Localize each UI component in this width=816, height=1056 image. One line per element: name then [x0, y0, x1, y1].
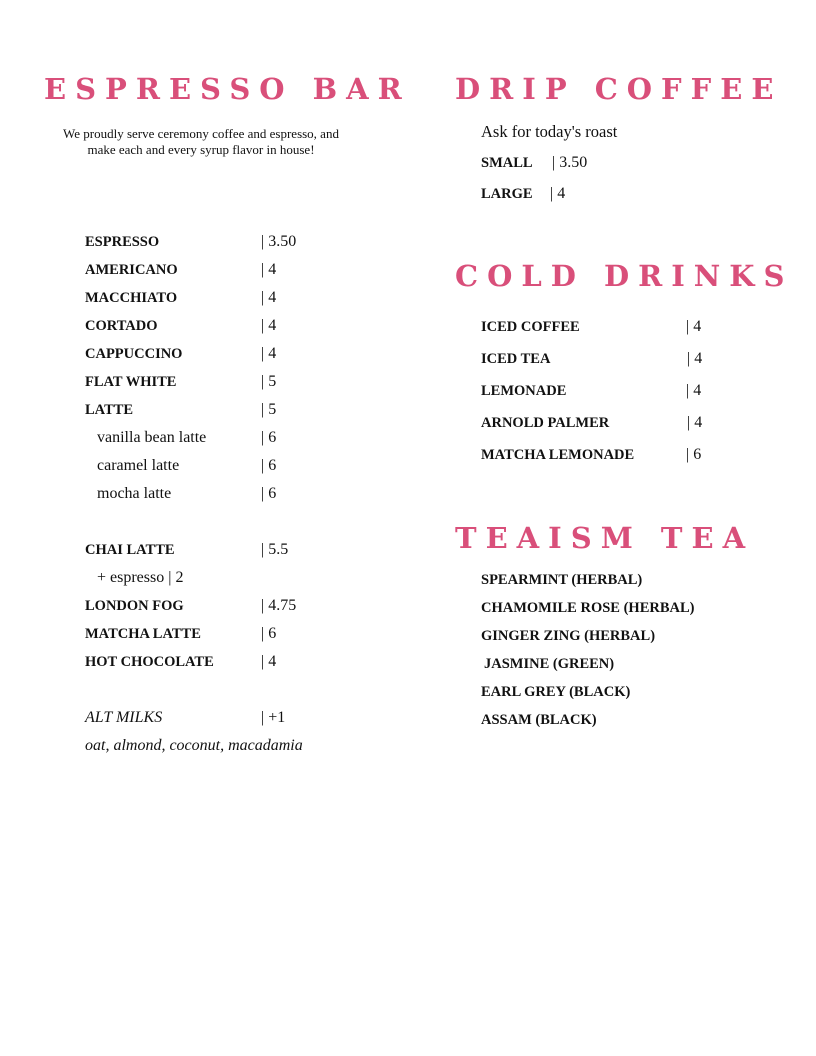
tea-item: EARL GREY (BLACK) [481, 684, 631, 700]
item-name: ALT MILKS [85, 709, 163, 726]
item-price: | +1 [261, 709, 286, 726]
item-price: | 4 [261, 261, 277, 278]
alt-milks-options [85, 736, 375, 756]
item-price: | 4 [550, 185, 566, 202]
menu-item [481, 445, 721, 465]
menu-item [85, 400, 325, 420]
menu-item [85, 652, 325, 672]
item-name: CHAI LATTE [85, 542, 175, 558]
menu-item [85, 288, 325, 308]
menu-item [85, 596, 325, 616]
drip-coffee-note: Ask for today's roast [481, 122, 618, 141]
item-name: + espresso | 2 [97, 569, 184, 586]
menu-item [85, 484, 325, 504]
menu-item [85, 540, 325, 560]
item-price: | 4 [261, 289, 277, 306]
menu-item [481, 153, 631, 173]
espresso-bar-intro: We proudly serve ceremony coffee and espresso, and make each and every syrup flavor in house! [63, 126, 339, 157]
tea-item: CHAMOMILE ROSE (HERBAL) [481, 600, 695, 616]
item-name: LONDON FOG [85, 598, 184, 614]
item-name: LARGE [481, 186, 533, 202]
item-price: | 5 [261, 373, 277, 390]
item-price: | 6 [261, 429, 277, 446]
item-price: | 5 [261, 401, 277, 418]
menu-item [481, 381, 721, 401]
item-price: | 4 [261, 317, 277, 334]
menu-item [85, 624, 325, 644]
item-name: LATTE [85, 402, 134, 418]
item-name: oat, almond, coconut, macadamia [85, 737, 303, 754]
item-name: FLAT WHITE [85, 374, 177, 390]
menu-item-addon [85, 568, 325, 588]
tea-item: JASMINE (GREEN) [484, 656, 615, 672]
menu-item [85, 372, 325, 392]
item-name: CORTADO [85, 318, 158, 334]
item-price: | 4.75 [261, 597, 297, 614]
item-name: MATCHA LEMONADE [481, 447, 635, 463]
item-price: | 4 [686, 382, 702, 399]
item-price: | 6 [686, 446, 702, 463]
item-name: AMERICANO [85, 262, 178, 278]
item-name: vanilla bean latte [97, 429, 207, 446]
item-name: SMALL [481, 155, 533, 171]
item-name: ARNOLD PALMER [481, 415, 610, 431]
menu-item [85, 260, 325, 280]
menu-item [85, 232, 325, 252]
item-price: | 3.50 [261, 233, 297, 250]
menu-item [85, 428, 325, 448]
item-price: | 5.5 [261, 541, 289, 558]
item-price: | 6 [261, 457, 277, 474]
item-name: ICED TEA [481, 351, 551, 367]
item-name: ESPRESSO [85, 234, 160, 250]
item-name: LEMONADE [481, 383, 567, 399]
menu-item [85, 456, 325, 476]
item-name: CAPPUCCINO [85, 346, 183, 362]
item-name: mocha latte [97, 485, 172, 502]
item-price: | 6 [261, 625, 277, 642]
tea-item: SPEARMINT (HERBAL) [481, 572, 643, 588]
item-price: | 4 [686, 318, 702, 335]
item-price: | 4 [687, 414, 703, 431]
item-name: HOT CHOCOLATE [85, 654, 214, 670]
cold-drinks-heading: COLD DRINKS [455, 259, 794, 293]
item-name: MACCHIATO [85, 290, 178, 306]
menu-item [481, 184, 631, 204]
menu-item [85, 316, 325, 336]
menu-item [85, 344, 325, 364]
item-price: | 4 [261, 653, 277, 670]
teaism-tea-heading: TEAISM TEA [455, 521, 755, 555]
tea-item: ASSAM (BLACK) [481, 712, 597, 728]
item-name: MATCHA LATTE [85, 626, 201, 642]
menu-item [481, 413, 721, 433]
item-price: | 3.50 [552, 154, 588, 171]
item-price: | 4 [687, 350, 703, 367]
alt-milks-item [85, 708, 325, 728]
item-price: | 4 [261, 345, 277, 362]
espresso-bar-heading: ESPRESSO BAR [44, 72, 411, 106]
item-name: ICED COFFEE [481, 319, 580, 335]
drip-coffee-heading: DRIP COFFEE [455, 72, 783, 106]
tea-item: GINGER ZING (HERBAL) [481, 628, 656, 644]
item-price: | 6 [261, 485, 277, 502]
item-name: caramel latte [97, 457, 180, 474]
menu-item [481, 317, 721, 337]
menu-item [481, 349, 721, 369]
